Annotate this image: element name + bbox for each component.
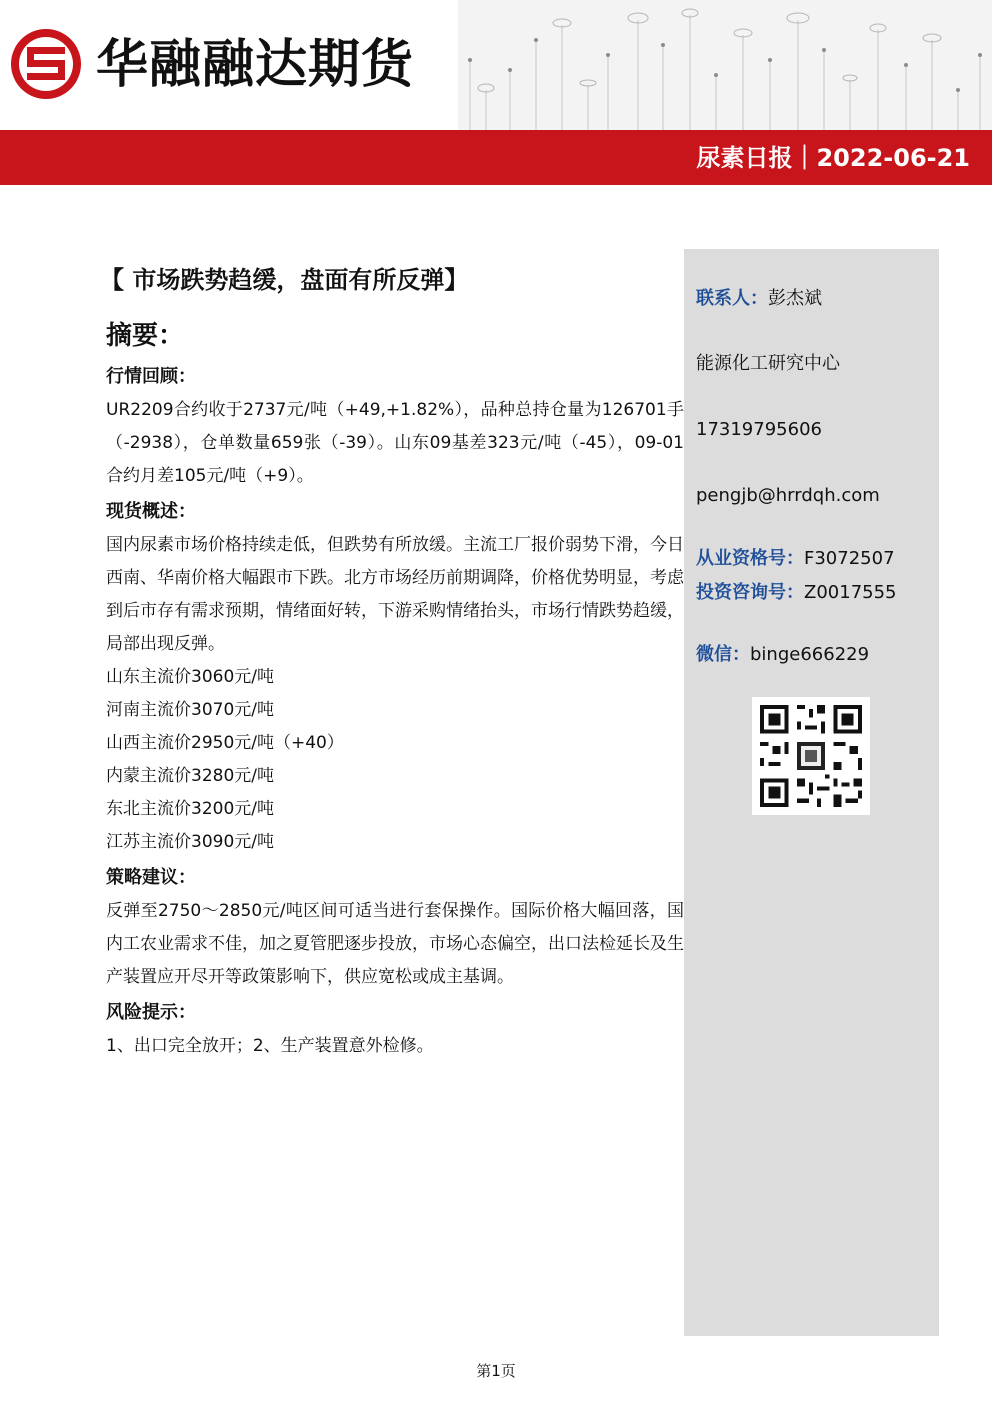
price-line: 内蒙主流价3280元/吨 bbox=[106, 766, 274, 786]
price-line: 东北主流价3200元/吨 bbox=[106, 799, 274, 819]
wechat-row bbox=[696, 641, 869, 669]
company-logo-icon bbox=[10, 28, 82, 100]
section-title-market-review: 行情回顾： bbox=[106, 366, 196, 387]
phone-number[interactable]: 17319795606 bbox=[696, 419, 822, 440]
page-number: 第1页 bbox=[476, 1362, 516, 1380]
section-title-risk: 风险提示： bbox=[106, 1002, 196, 1023]
qualification-number: F3072507 bbox=[804, 548, 895, 569]
strategy-text: 反弹至2750～2850元/吨区间可适当进行套保操作。国际价格大幅回落，国内工农业需求不佳，加之夏管肥逐步投放，市场心态偏空，出口法检延长及生产装置应开尽开等政策影响下，供应宽松或成主基调。 bbox=[106, 901, 684, 987]
report-header bbox=[0, 0, 992, 130]
qualification-row bbox=[696, 545, 895, 573]
headline: 【 市场跌势趋缓，盘面有所反弹】 bbox=[100, 266, 469, 294]
consult-row bbox=[696, 579, 897, 607]
market-review-text: UR2209合约收于2737元/吨（+49,+1.82%），品种总持仓量为126701手（-2938），仓单数量659张（-39）。山东09基差323元/吨（-45），09-01合约月差105元/吨（+9）。 bbox=[106, 400, 684, 486]
price-line: 山西主流价2950元/吨（+40） bbox=[106, 733, 344, 753]
qualification-label: 从业资格号： bbox=[696, 548, 804, 569]
price-line: 河南主流价3070元/吨 bbox=[106, 700, 274, 720]
brand-name: 华融融达期货 bbox=[96, 35, 415, 95]
decorative-pattern bbox=[458, 0, 992, 130]
contact-sidebar bbox=[684, 249, 939, 1336]
contact-row bbox=[696, 285, 822, 313]
consult-number: Z0017555 bbox=[804, 582, 897, 603]
spot-overview-text: 国内尿素市场价格持续走低，但跌势有所放缓。主流工厂报价弱势下滑，今日西南、华南价格大幅跟市下跌。北方市场经历前期调降，价格优势明显，考虑到后市存有需求预期，情绪面好转，下游采购情绪抬头，市场行情跌势趋缓，局部出现反弹。 bbox=[106, 535, 684, 654]
email-address[interactable]: pengjb@hrrdqh.com bbox=[696, 485, 880, 506]
price-line: 山东主流价3060元/吨 bbox=[106, 667, 274, 687]
abstract-title: 摘要： bbox=[106, 321, 185, 351]
wechat-id: binge666229 bbox=[750, 644, 870, 665]
main-content bbox=[100, 258, 684, 1063]
risk-text: 1、出口完全放开；2、生产装置意外检修。 bbox=[106, 1036, 434, 1056]
report-title: 尿素日报｜2022-06-21 bbox=[696, 144, 970, 172]
price-line: 江苏主流价3090元/吨 bbox=[106, 832, 274, 852]
department: 能源化工研究中心 bbox=[696, 353, 840, 374]
consult-label: 投资咨询号： bbox=[696, 582, 804, 603]
wechat-label: 微信： bbox=[696, 644, 750, 665]
section-title-spot-overview: 现货概述： bbox=[106, 501, 196, 522]
section-title-strategy: 策略建议： bbox=[106, 867, 196, 888]
contact-name: 彭杰斌 bbox=[768, 288, 822, 309]
wechat-qr-code-icon bbox=[752, 697, 870, 815]
contact-label: 联系人： bbox=[696, 288, 768, 309]
